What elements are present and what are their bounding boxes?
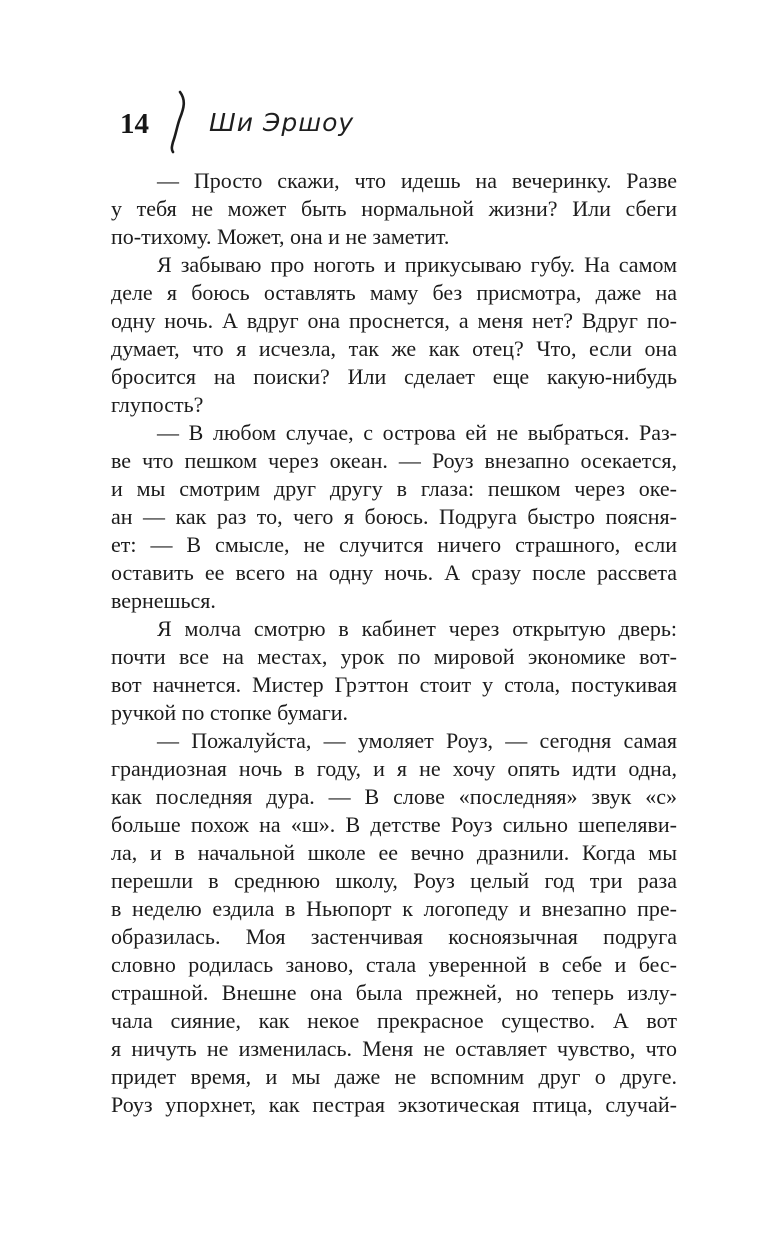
text-line: словно родилась заново, стала уверенной в себе и бес- bbox=[111, 952, 677, 977]
text-line: ан — как раз то, чего я боюсь. Подруга быстро поясня- bbox=[111, 504, 677, 529]
text-line: перешли в среднюю школу, Роуз целый год три раза bbox=[111, 868, 677, 893]
text-line: Роуз упорхнет, как пестрая экзотическая птица, случай- bbox=[111, 1092, 677, 1117]
text-line: бросится на поиски? Или сделает еще какую-нибудь bbox=[111, 364, 677, 389]
text-line: в неделю ездила в Ньюпорт к логопеду и внезапно пре- bbox=[111, 896, 677, 921]
text-line: страшной. Внешне она была прежней, но теперь излу- bbox=[111, 980, 677, 1005]
text-line: думает, что я исчезла, так же как отец? Что, если она bbox=[111, 336, 677, 361]
page-body bbox=[111, 167, 677, 1119]
text-line: одну ночь. А вдруг она проснется, а меня нет? Вдруг по- bbox=[111, 308, 677, 333]
text-line: я ничуть не изменилась. Меня не оставляет чувство, что bbox=[111, 1036, 677, 1061]
paragraph bbox=[111, 419, 677, 615]
paragraph bbox=[111, 615, 677, 727]
text-line: ручкой по стопке бумаги. bbox=[111, 700, 349, 725]
text-line: вернешься. bbox=[111, 588, 216, 613]
text-line: — В любом случае, с острова ей не выбраться. Раз- bbox=[157, 420, 677, 445]
text-line: оставить ее всего на одну ночь. А сразу после рассвета bbox=[111, 560, 677, 585]
text-line: вот начнется. Мистер Грэттон стоит у стола, постукивая bbox=[111, 672, 677, 697]
paragraph bbox=[111, 167, 677, 251]
text-line: и мы смотрим друг другу в глаза: пешком через оке- bbox=[111, 476, 677, 501]
author-name: Ши Эршоу bbox=[209, 107, 355, 137]
paragraph bbox=[111, 251, 677, 419]
text-line: больше похож на «ш». В детстве Роуз сильно шепеляви- bbox=[111, 812, 677, 837]
text-line: — Просто скажи, что идешь на вечеринку. Разве bbox=[157, 168, 677, 193]
text-line: — Пожалуйста, — умоляет Роуз, — сегодня самая bbox=[157, 728, 677, 753]
brace-icon bbox=[167, 90, 189, 159]
text-line: как последняя дура. — В слове «последняя» звук «с» bbox=[111, 784, 677, 809]
text-line: Я забываю про ноготь и прикусываю губу. На самом bbox=[157, 252, 677, 277]
text-line: по-тихому. Может, она и не заметит. bbox=[111, 224, 450, 249]
text-line: чала сияние, как некое прекрасное существо. А вот bbox=[111, 1008, 677, 1033]
text-line: глупость? bbox=[111, 392, 204, 417]
paragraph bbox=[111, 727, 677, 1119]
text-line: придет время, и мы даже не вспомним друг о друге. bbox=[111, 1064, 677, 1089]
text-line: ла, и в начальной школе ее вечно дразнили. Когда мы bbox=[111, 840, 677, 865]
running-header bbox=[120, 90, 354, 158]
text-line: у тебя не может быть нормальной жизни? Или сбеги bbox=[111, 196, 677, 221]
text-line: ет: — В смысле, не случится ничего страшного, если bbox=[111, 532, 677, 557]
page-number: 14 bbox=[120, 107, 149, 140]
text-line: ве что пешком через океан. — Роуз внезапно осекается, bbox=[111, 448, 677, 473]
text-line: грандиозная ночь в году, и я не хочу опять идти одна, bbox=[111, 756, 677, 781]
text-line: Я молча смотрю в кабинет через открытую дверь: bbox=[157, 616, 677, 641]
text-line: деле я боюсь оставлять маму без присмотра, даже на bbox=[111, 280, 677, 305]
text-line: образилась. Моя застенчивая косноязычная подруга bbox=[111, 924, 677, 949]
text-line: почти все на местах, урок по мировой экономике вот- bbox=[111, 644, 677, 669]
